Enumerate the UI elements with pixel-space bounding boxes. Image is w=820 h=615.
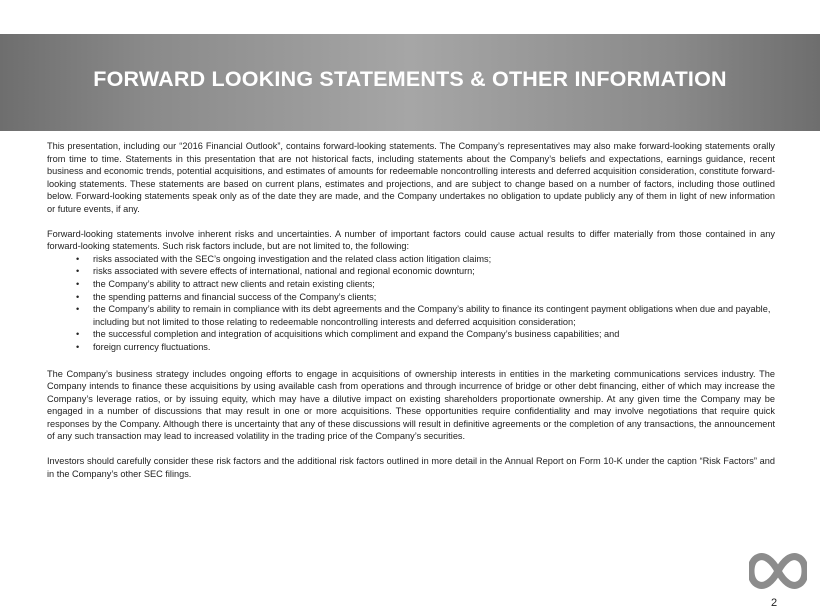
- list-item: [76, 253, 775, 266]
- intro-paragraph: This presentation, including our “2016 Financial Outlook”, contains forward-looking statements. The Company’s representatives may also make forward-looking statements orally from time to time. Statements in this presentation that are not historical facts, including statements about the Company’s beliefs and expectations, earnings guidance, recent business and economic trends, potential acquisitions, and estimates of amounts for redeemable noncontrolling interests and deferred acquisition consideration, constitute forward-looking statements. These statements are based on current plans, estimates and projections, and are subject to change based on a number of factors, including those outlined below. Forward-looking statements speak only as of the date they are made, and the Company undertakes no obligation to update publicly any of them in light of new information or future events, if any.: [47, 141, 775, 214]
- investors-paragraph: Investors should carefully consider these risk factors and the additional risk factors outlined in more detail in the Annual Report on Form 10-K under the caption “Risk Factors” and in the Company’s other SEC filings.: [47, 456, 775, 479]
- list-item-text: risks associated with severe effects of international, national and regional economic downturn;: [93, 266, 475, 277]
- bullet-icon: •: [76, 329, 80, 340]
- page-title: FORWARD LOOKING STATEMENTS & OTHER INFORMATION: [93, 67, 727, 91]
- risk-intro-paragraph: Forward-looking statements involve inherent risks and uncertainties. A number of important factors could cause actual results to differ materially from those contained in any forward-looking statements. Such risk factors include, but are not limited to, the following:: [47, 228, 775, 252]
- bullet-icon: •: [76, 291, 80, 302]
- page-number: 2: [771, 597, 778, 609]
- list-item-text: the successful completion and integration of acquisitions which compliment and expand the Company’s business capabilities; and: [93, 329, 620, 340]
- list-item-text: the Company’s ability to remain in compliance with its debt agreements and the Company’s ability to finance its contingent payment obligations when due and payable, including but not limited to those relating to redeemable noncontrolling interests and deferred acquisition consideration;: [93, 304, 771, 327]
- list-item: [76, 278, 775, 291]
- risk-factors-list: [47, 253, 775, 354]
- list-item-text: risks associated with the SEC’s ongoing investigation and the related class action litigation claims;: [93, 253, 492, 264]
- list-item: [76, 291, 775, 304]
- list-item: [76, 265, 775, 278]
- list-item-text: the Company’s ability to attract new clients and retain existing clients;: [93, 278, 375, 289]
- bullet-icon: •: [76, 341, 80, 352]
- bullet-icon: •: [76, 266, 80, 277]
- strategy-paragraph: The Company’s business strategy includes ongoing efforts to engage in acquisitions of ownership interests in entities in the marketing communications services industry. The Company intends to finance these acquisitions by using available cash from operations and through incurrence of bridge or other debt financing, either of which may increase the Company’s leverage ratios, or by issuing equity, which may have a dilutive impact on existing shareholders proportionate ownership. At any given time the Company may be engaged in a number of discussions that may result in one or more acquisitions. These opportunities require confidentiality and may involve negotiations that require quick responses by the Company. Although there is uncertainty that any of these discussions will result in definitive agreements or the completion of any transactions, the announcement of any such transaction may lead to increased volatility in the trading price of the Company’s securities.: [47, 368, 775, 442]
- body-content: [47, 140, 775, 480]
- bullet-icon: •: [76, 304, 80, 315]
- bullet-icon: •: [76, 278, 80, 289]
- bullet-icon: •: [76, 253, 80, 264]
- list-item: [76, 341, 775, 354]
- title-banner: [0, 34, 820, 131]
- list-item: [76, 303, 775, 328]
- list-item-text: foreign currency fluctuations.: [93, 341, 211, 352]
- infinity-logo-icon: [749, 552, 807, 590]
- list-item: [76, 328, 775, 341]
- list-item-text: the spending patterns and financial success of the Company’s clients;: [93, 291, 377, 302]
